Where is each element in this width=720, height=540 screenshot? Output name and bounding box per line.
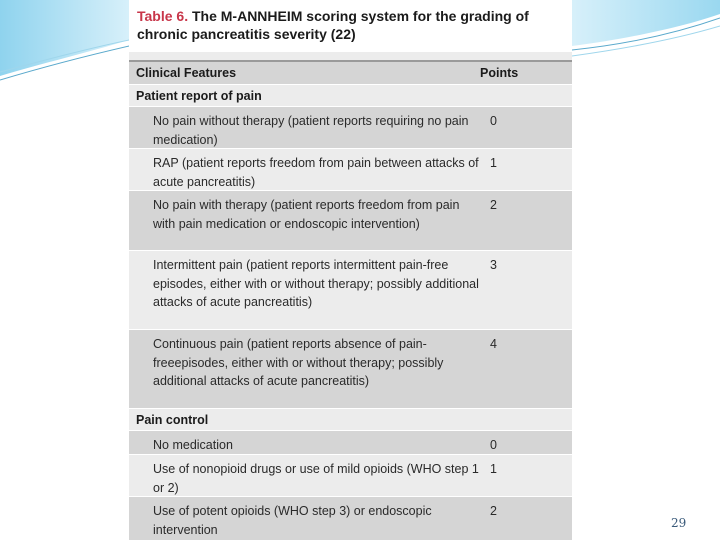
table-row (129, 190, 572, 250)
table-row (129, 454, 572, 496)
row-points: 3 (490, 258, 497, 272)
wave-left (0, 0, 129, 76)
table-gap (129, 52, 572, 60)
section-pain-report: Patient report of pain (129, 84, 572, 106)
row-description: No pain without therapy (patient reports requiring no pain medication) (153, 114, 469, 147)
header-points: Points (480, 66, 519, 80)
row-description: Intermittent pain (patient reports intermittent pain-free episodes, either with or without therapy; possibly additional attacks of acute pancreatitis) (153, 258, 479, 309)
table-row (129, 329, 572, 408)
table-row (129, 148, 572, 190)
row-points: 2 (490, 198, 497, 212)
row-description: Continuous pain (patient reports absence of pain-freeepisodes, either with or without therapy; possibly additional attacks of acute pancreatitis) (153, 337, 444, 388)
slide-page-number: 29 (671, 516, 687, 530)
table-row (129, 496, 572, 540)
row-points: 1 (490, 462, 497, 476)
row-points: 2 (490, 504, 497, 518)
table-row (129, 106, 572, 148)
wave-right (572, 0, 720, 46)
table-caption-label: Table 6. (137, 8, 189, 24)
table-header (129, 60, 572, 84)
row-points: 4 (490, 337, 497, 351)
row-points: 0 (490, 114, 497, 128)
table-caption (129, 0, 572, 52)
row-description: RAP (patient reports freedom from pain between attacks of acute pancreatitis) (153, 156, 479, 189)
row-points: 0 (490, 438, 497, 452)
row-description: No pain with therapy (patient reports freedom from pain with pain medication or endoscopic intervention) (153, 198, 460, 231)
row-points: 1 (490, 156, 497, 170)
table-row (129, 430, 572, 454)
table-row (129, 250, 572, 329)
row-description: Use of nonopioid drugs or use of mild opioids (WHO step 1 or 2) (153, 462, 479, 495)
table-caption-title: The M-ANNHEIM scoring system for the grading of chronic pancreatitis severity (22) (137, 8, 529, 42)
scoring-table (129, 0, 572, 540)
row-description: Use of potent opioids (WHO step 3) or endoscopic intervention (153, 504, 432, 537)
section-pain-control: Pain control (129, 408, 572, 430)
row-description: No medication (153, 438, 233, 452)
header-clinical-features: Clinical Features (136, 66, 237, 80)
